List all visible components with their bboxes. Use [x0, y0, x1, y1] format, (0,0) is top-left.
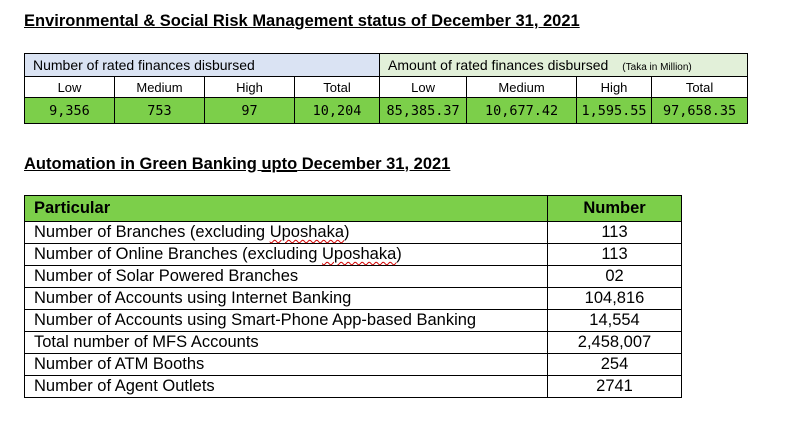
particular-text: Number of Agent Outlets [34, 377, 215, 395]
table-row [25, 288, 682, 310]
value-cell: 97,658.35 [652, 98, 748, 124]
particular-text: Number of Accounts using Internet Banking [34, 289, 352, 307]
value-cell: 9,356 [25, 98, 115, 124]
column-header: High [205, 77, 295, 98]
particular-text-end: ) [396, 245, 402, 263]
number-cell: 2,458,007 [548, 332, 682, 354]
table-row [25, 266, 682, 288]
particular-cell [25, 288, 548, 310]
risk-status-heading: Environmental & Social Risk Management status of December 31, 2021 [24, 12, 580, 30]
column-header: Medium [467, 77, 577, 98]
value-cell: 10,204 [295, 98, 380, 124]
column-header: Low [25, 77, 115, 98]
value-cell: 97 [205, 98, 295, 124]
column-header: Total [652, 77, 748, 98]
automation-table [24, 195, 682, 398]
column-header: Low [380, 77, 467, 98]
particular-text: Number of ATM Booths [34, 355, 205, 373]
table-row [25, 222, 682, 244]
flagged-word: Uposhaka [269, 223, 345, 241]
automation-heading [24, 155, 450, 173]
value-cell: 1,595.55 [577, 98, 652, 124]
number-cell: 2741 [548, 376, 682, 398]
particular-cell [25, 376, 548, 398]
amount-group-header [380, 54, 748, 77]
table-row [25, 354, 682, 376]
particular-text: Number of Accounts using Smart-Phone App-based Banking [34, 311, 477, 329]
particular-cell [25, 332, 548, 354]
automation-heading-part: December 31, 2021 [297, 155, 451, 173]
particular-text: Number of Branches (excluding [34, 223, 270, 241]
column-header: High [577, 77, 652, 98]
particular-cell [25, 244, 548, 266]
unit-note: (Taka in Million) [622, 62, 692, 73]
particular-text: Total number of MFS Accounts [34, 333, 259, 351]
particular-text: Number of Solar Powered Branches [34, 267, 299, 285]
table-row [25, 376, 682, 398]
number-group-header: Number of rated finances disbursed [25, 54, 380, 77]
particular-cell [25, 354, 548, 376]
flagged-word: Uposhaka [321, 245, 397, 263]
table-row [25, 310, 682, 332]
automation-heading-flagged: upto [261, 155, 298, 173]
particular-text-end: ) [344, 223, 350, 241]
number-cell: 113 [548, 222, 682, 244]
particular-cell [25, 222, 548, 244]
automation-heading-part: Automation in Green Banking [24, 155, 262, 173]
table-row [25, 244, 682, 266]
number-cell: 14,554 [548, 310, 682, 332]
particular-cell [25, 310, 548, 332]
table-row [25, 332, 682, 354]
value-cell: 10,677.42 [467, 98, 577, 124]
number-header: Number [548, 196, 682, 222]
number-cell: 113 [548, 244, 682, 266]
column-header: Medium [115, 77, 205, 98]
particular-cell [25, 266, 548, 288]
value-cell: 85,385.37 [380, 98, 467, 124]
risk-management-table [24, 53, 748, 124]
particular-header: Particular [25, 196, 548, 222]
number-cell: 254 [548, 354, 682, 376]
particular-text: Number of Online Branches (excluding [34, 245, 322, 263]
number-cell: 104,816 [548, 288, 682, 310]
value-cell: 753 [115, 98, 205, 124]
amount-group-label: Amount of rated finances disbursed [388, 57, 609, 73]
column-header: Total [295, 77, 380, 98]
number-cell: 02 [548, 266, 682, 288]
